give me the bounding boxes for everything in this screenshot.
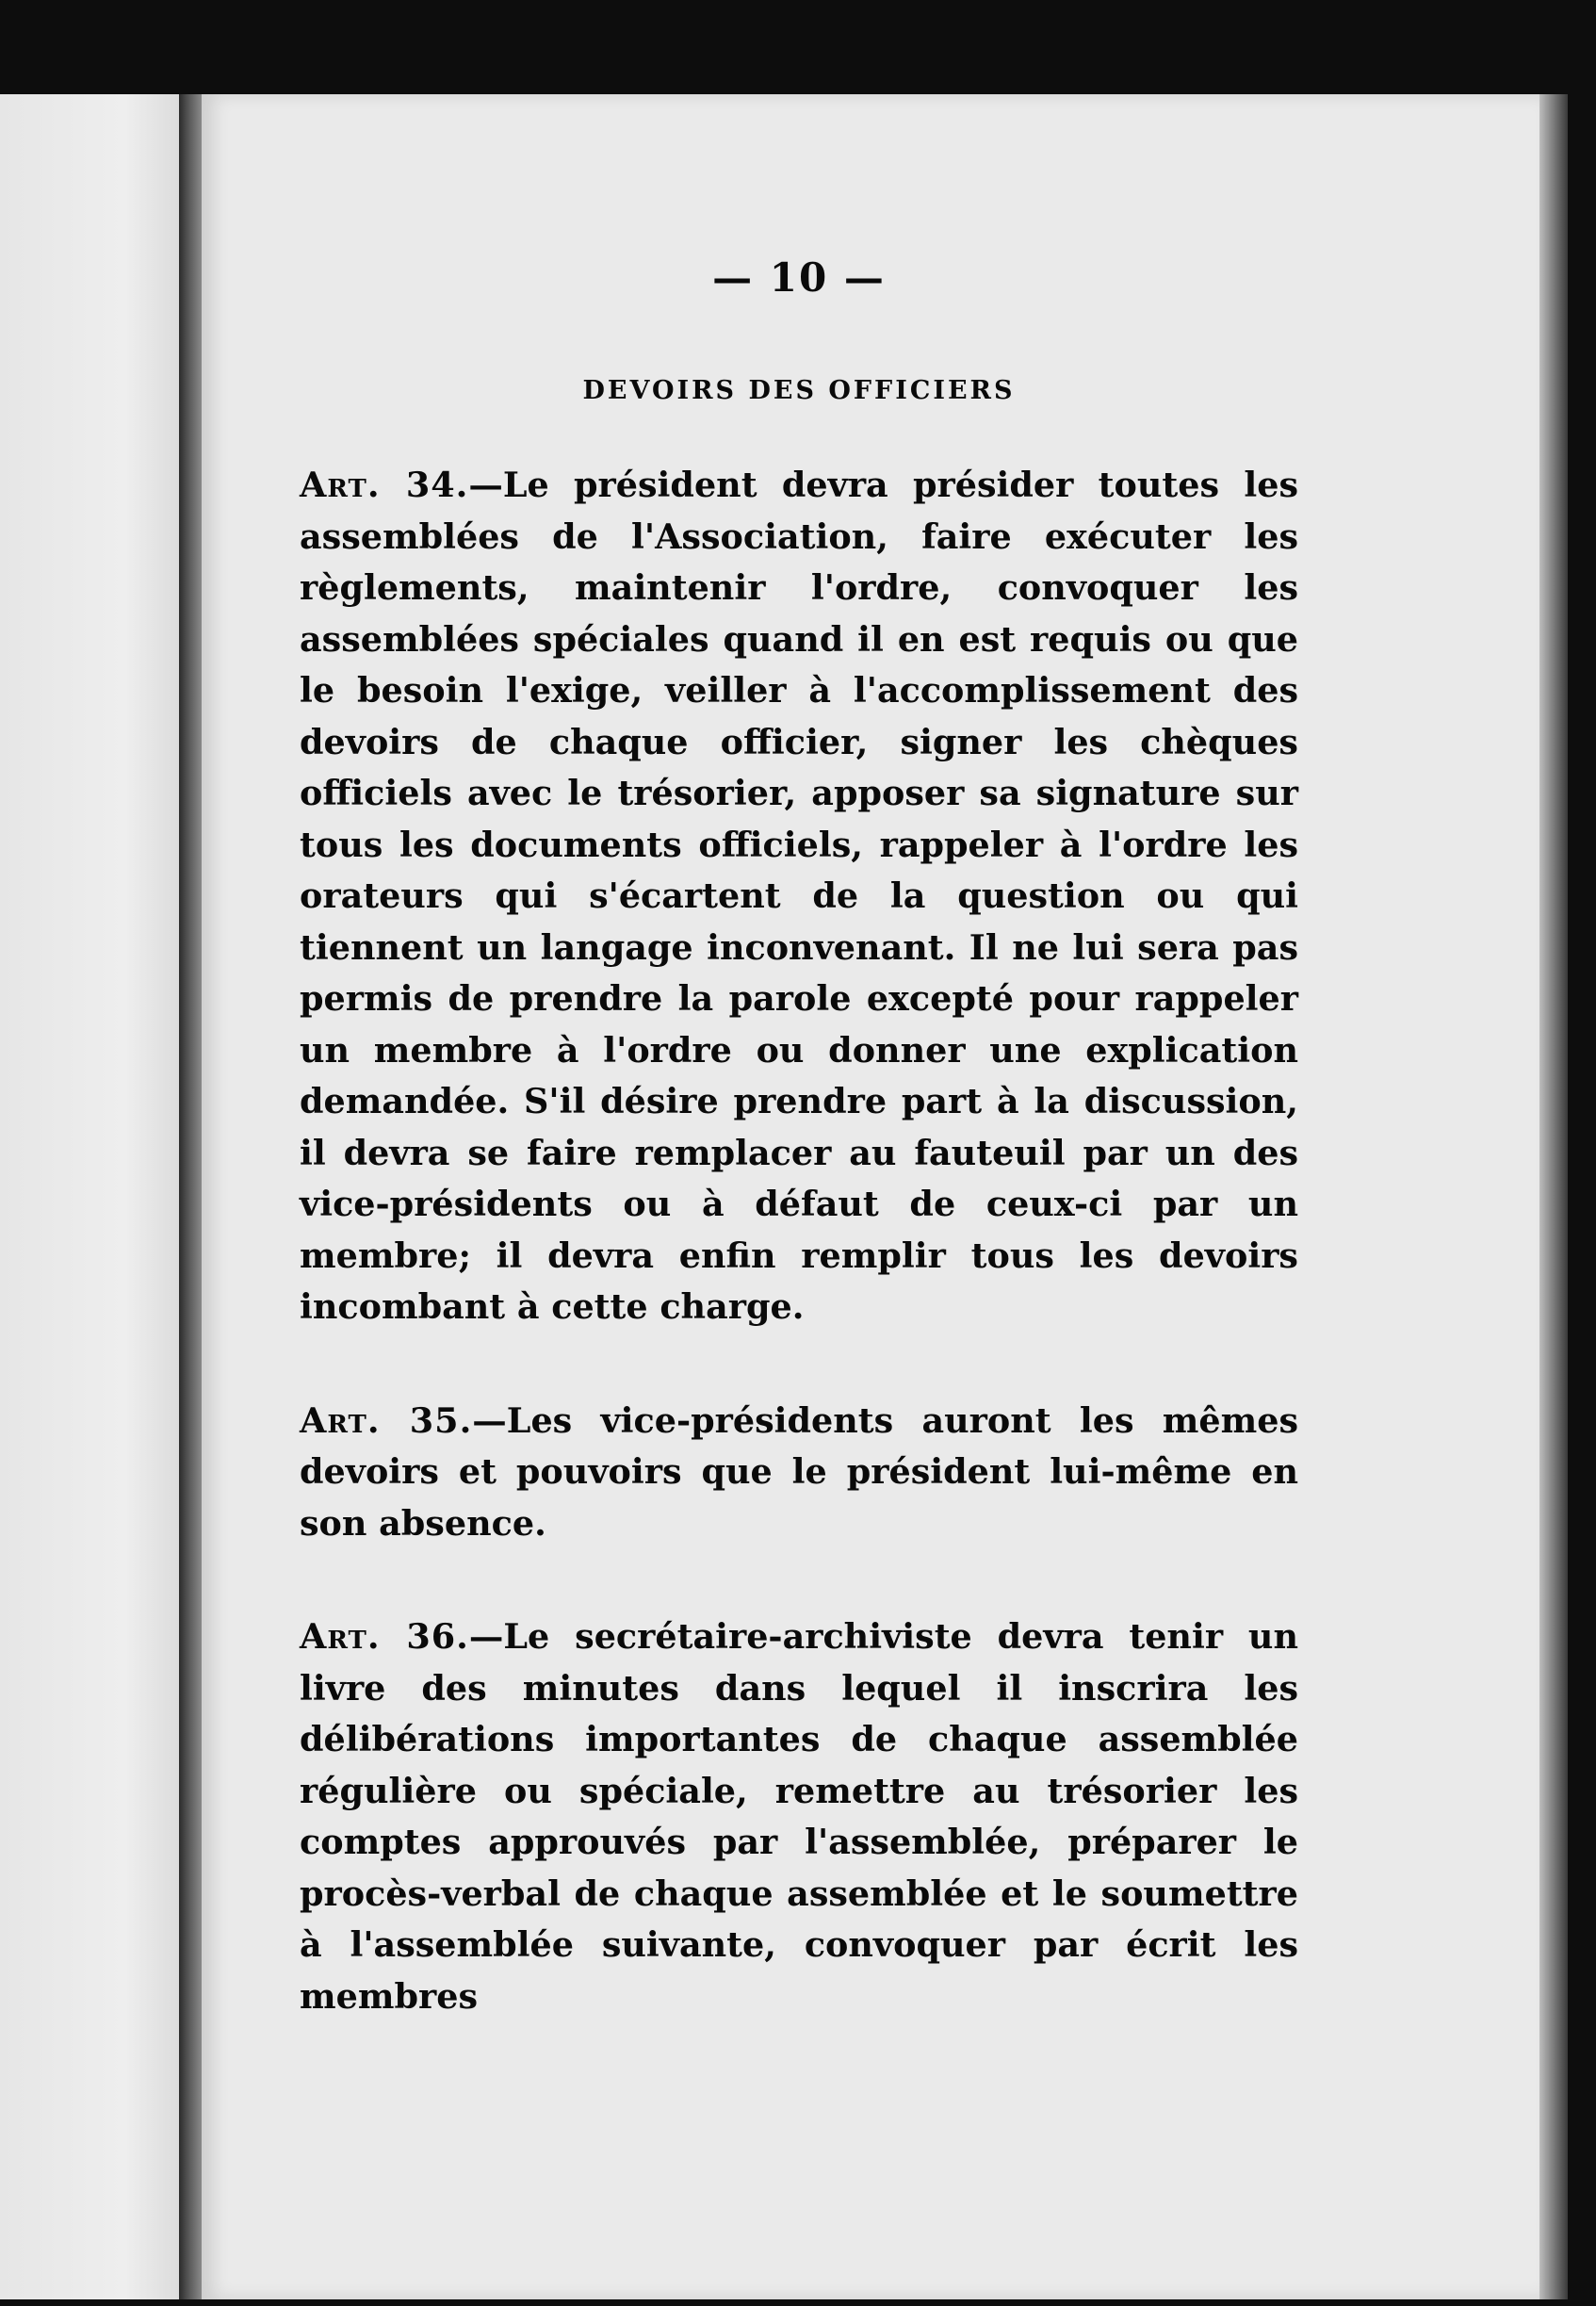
page-number: — 10 —: [712, 254, 886, 301]
article-label: Art. 34.: [300, 465, 469, 505]
article-36: [300, 1611, 1298, 2022]
article-label: Art. 36.: [300, 1616, 469, 1657]
article-34: [300, 460, 1298, 1333]
article-text: —Les vice-présidents auront les mêmes devoirs et pouvoirs que le président lui-même en son absence.: [300, 1399, 1299, 1544]
book-spine: [179, 94, 202, 2299]
article-text: —Le président devra présider toutes les assemblées de l'Association, faire exécuter les règlements, maintenir l'ordre, convoquer les assemblées spéciales quand il en est requis ou que le besoin l'exige, veiller à l'accomplissement des devoirs de chaque officier, signer les chèques officiels avec le trésorier, apposer sa signature sur tous les documents officiels, rappeler à l'ordre les orateurs qui s'écartent de la question ou qui tiennent un langage inconvenant. Il ne lui sera pas permis de prendre la parole excepté pour rappeler un membre à l'ordre ou donner une explication demandée. S'il désire prendre part à la discussion, il devra se faire remplacer au fauteuil par un des vice-présidents ou à défaut de ceux-ci par un membre; il devra enfin remplir tous les devoirs incombant à cette charge.: [300, 465, 1298, 1327]
previous-page-edge: [0, 94, 179, 2299]
article-text: —Le secrétaire-archiviste devra tenir un livre des minutes dans lequel il inscrira les délibérations importantes de chaque assemblée régulière ou spéciale, remettre au trésorier les comptes approuvés par l'assemblée, préparer le procès-verbal de chaque assemblée et le soumettre à l'assemblée suivante, convoquer par écrit les membres: [300, 1616, 1298, 2017]
article-35: [300, 1396, 1298, 1550]
section-heading: DEVOIRS DES OFFICIERS: [582, 376, 1016, 405]
page-edge-shadow: [1539, 94, 1568, 2299]
article-label: Art. 35.: [300, 1399, 473, 1441]
page-content: [300, 254, 1298, 2022]
